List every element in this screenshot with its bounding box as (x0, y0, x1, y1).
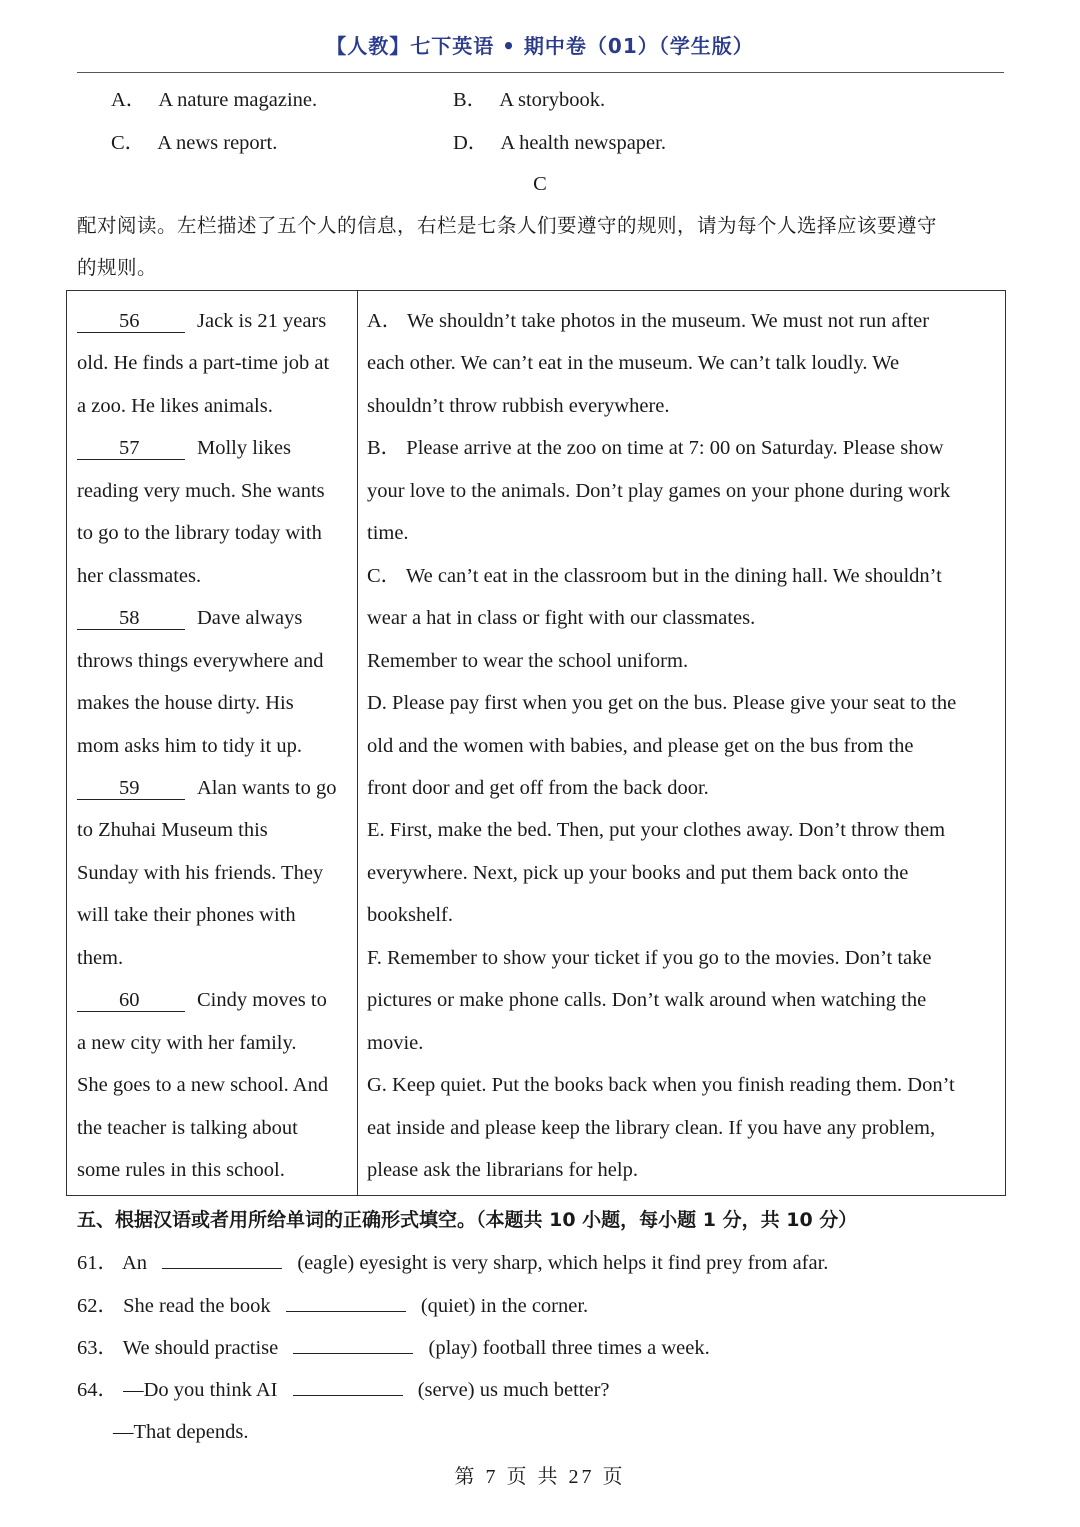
answer-blank[interactable] (162, 1248, 282, 1269)
person-text: will take their phones with (77, 904, 296, 927)
person-text: a zoo. He likes animals. (77, 394, 273, 417)
person-text: them. (77, 946, 124, 969)
person-text: old. He finds a part-time job at (77, 352, 330, 375)
option-label: B． (453, 89, 488, 111)
rule-line: each other. We can’t eat in the museum. We can’t talk loudly. We (367, 352, 900, 375)
answer-blank-number[interactable]: 56 (77, 310, 185, 333)
page-number: 第 7 页 共 27 页 (454, 1466, 626, 1488)
question-lead: She read the book (123, 1295, 271, 1317)
rule-line: front door and get off from the back door. (367, 776, 709, 799)
question-64 (77, 1375, 610, 1404)
person-text: Alan wants to go (197, 776, 337, 799)
person-entry-line (77, 1114, 298, 1142)
person-entry-first-line (77, 307, 326, 335)
question-lead: An (122, 1252, 148, 1274)
rule-line: shouldn’t throw rubbish everywhere. (367, 394, 670, 417)
person-entry-line (77, 689, 294, 717)
person-entry-first-line (77, 434, 291, 462)
rule-line: Remember to wear the school uniform. (367, 649, 689, 672)
question-number: 64． (77, 1379, 118, 1401)
person-text: to go to the library today with (77, 522, 322, 545)
person-text: Dave always (197, 607, 303, 630)
person-entry-line (77, 1071, 328, 1099)
person-text: Sunday with his friends. They (77, 861, 324, 884)
person-text: the teacher is talking about (77, 1116, 298, 1139)
rule-line: pictures or make phone calls. Don’t walk around when watching the (367, 989, 927, 1012)
person-entry-first-line (77, 604, 302, 632)
answer-blank-number[interactable]: 58 (77, 607, 185, 630)
person-entry-line (77, 519, 322, 547)
rule-line: time. (367, 522, 409, 545)
rule-line: please ask the librarians for help. (367, 1159, 638, 1181)
person-entry-line (77, 562, 201, 590)
rule-line: old and the women with babies, and please get on the bus from the (367, 734, 914, 757)
question-lead: —Do you think AI (123, 1379, 278, 1401)
person-entry-line (77, 944, 123, 972)
question-61 (77, 1248, 828, 1277)
person-entry-first-line (77, 774, 337, 802)
person-text: her classmates. (77, 564, 202, 587)
person-entry-line (77, 647, 324, 675)
rule-line: B． Please arrive at the zoo on time at 7: 00 on Saturday. Please show (367, 437, 944, 460)
person-entry-line (77, 816, 268, 844)
person-text: mom asks him to tidy it up. (77, 734, 302, 757)
person-text: She goes to a new school. And (77, 1074, 329, 1097)
answer-blank-number[interactable]: 57 (77, 437, 185, 460)
question-number: 63． (77, 1337, 118, 1359)
answer-blank-number[interactable]: 60 (77, 989, 185, 1012)
rule-line: everywhere. Next, pick up your books and put them back onto the (367, 861, 909, 884)
rule-line: movie. (367, 1031, 424, 1054)
person-entry-line (77, 732, 302, 760)
question-lead: We should practise (122, 1337, 279, 1359)
question-number: 62． (77, 1295, 118, 1317)
rule-line: eat inside and please keep the library clean. If you have any problem, (367, 1116, 936, 1139)
person-entry-line (77, 1029, 297, 1057)
option-d (453, 129, 666, 157)
option-text: A nature magazine. (158, 89, 318, 111)
answer-blank-number[interactable]: 59 (77, 777, 185, 800)
question-tail: (serve) us much better? (417, 1379, 610, 1401)
person-entry-line (77, 901, 296, 929)
question-tail: (play) football three times a week. (428, 1337, 710, 1359)
question-tail: (quiet) in the corner. (420, 1295, 589, 1317)
question-62 (77, 1291, 588, 1320)
question-tail: (eagle) eyesight is very sharp, which helps it find prey from afar. (297, 1252, 829, 1274)
option-text: A storybook. (499, 89, 606, 111)
answer-blank[interactable] (293, 1333, 413, 1354)
option-text: A news report. (157, 132, 278, 154)
answer-blank[interactable] (286, 1291, 406, 1312)
person-text: a new city with her family. (77, 1031, 297, 1054)
rule-line: your love to the animals. Don’t play games on your phone during work (367, 479, 951, 502)
rule-line: F. Remember to show your ticket if you go to the movies. Don’t take (367, 946, 932, 969)
question-number: 61． (77, 1252, 118, 1274)
instruction-line: 的规则。 (77, 256, 158, 279)
person-entry-first-line (77, 986, 327, 1014)
option-text: A health newspaper. (500, 132, 666, 154)
option-a (111, 86, 317, 114)
rule-line: bookshelf. (367, 904, 453, 927)
rule-line: wear a hat in class or fight with our classmates. (367, 607, 756, 630)
rule-line: G. Keep quiet. Put the books back when you finish reading them. Don’t (367, 1074, 955, 1097)
rule-line: D. Please pay first when you get on the bus. Please give your seat to the (367, 692, 957, 715)
rule-line: C． We can’t eat in the classroom but in the dining hall. We shouldn’t (367, 564, 942, 587)
person-entry-line (77, 1156, 285, 1184)
person-entry-line (77, 859, 323, 887)
page-header-title: 【人教】七下英语 • 期中卷（01）（学生版） (326, 34, 754, 58)
person-text: Cindy moves to (197, 989, 327, 1012)
question-63 (77, 1333, 710, 1362)
section-five-title: 五、根据汉语或者用所给单词的正确形式填空。（本题共 10 小题，每小题 1 分，共 10 分） (77, 1209, 858, 1231)
person-text: throws things everywhere and (77, 649, 324, 672)
person-text: reading very much. She wants (77, 479, 325, 502)
dialogue-reply: —That depends. (113, 1421, 249, 1443)
person-text: Molly likes (197, 437, 291, 460)
rule-line: A． We shouldn’t take photos in the museum. We must not run after (367, 310, 930, 332)
person-text: some rules in this school. (77, 1159, 285, 1181)
person-entry-line (77, 392, 273, 420)
option-b (453, 86, 605, 114)
passage-label: C (533, 173, 547, 195)
person-text: Jack is 21 years (197, 310, 327, 332)
header-divider (77, 72, 1004, 73)
option-label: D． (453, 132, 489, 154)
column-divider (357, 291, 358, 1195)
option-c (111, 129, 277, 157)
person-entry-line (77, 349, 329, 377)
person-text: makes the house dirty. His (77, 692, 294, 715)
person-entry-line (77, 477, 325, 505)
matching-table (66, 290, 1006, 1196)
instruction-line: 配对阅读。左栏描述了五个人的信息，右栏是七条人们要遵守的规则，请为每个人选择应该要遵守 (77, 214, 938, 237)
rule-line: E. First, make the bed. Then, put your clothes away. Don’t throw them (367, 819, 946, 842)
option-label: C． (111, 132, 146, 154)
option-label: A． (111, 89, 147, 111)
answer-blank[interactable] (293, 1375, 403, 1396)
person-text: to Zhuhai Museum this (77, 819, 268, 842)
